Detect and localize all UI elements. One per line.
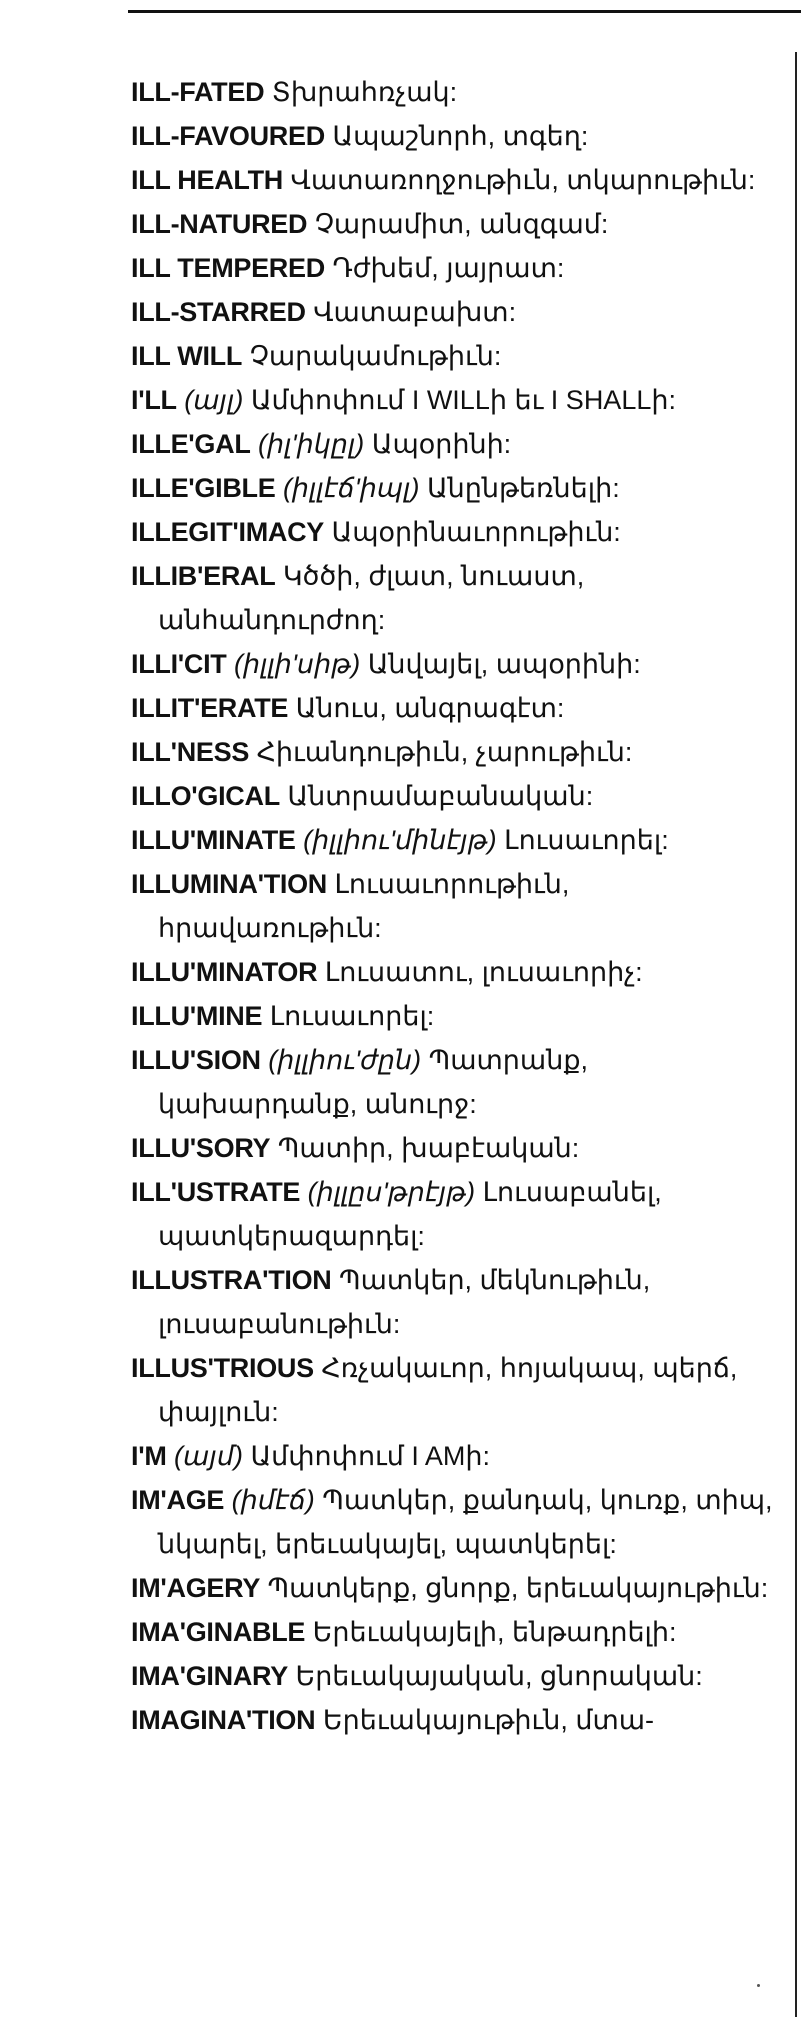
entry-definition: Լուսաւորել: [504, 825, 669, 855]
entry-definition: Ապօրինի: [371, 429, 512, 459]
dictionary-entry [131, 70, 783, 114]
entry-headword: I'M [131, 1441, 167, 1471]
entry-headword: ILLU'SION [131, 1045, 261, 1075]
dictionary-entry [131, 994, 783, 1038]
entry-headword: ILLU'MINATE [131, 825, 296, 855]
entry-definition: Անընթեռնելի: [426, 473, 620, 503]
entry-headword: ILLI'CIT [131, 649, 227, 679]
entry-headword: IM'AGERY [131, 1573, 261, 1603]
entry-headword: ILL'USTRATE [131, 1177, 301, 1207]
dictionary-entry [131, 1698, 783, 1742]
entry-definition: Լուսաւորել: [269, 1001, 435, 1031]
dictionary-entry [131, 554, 783, 642]
entry-headword: ILLIT'ERATE [131, 693, 289, 723]
entry-definition: Ապօրինաւորութիւն: [331, 517, 621, 547]
entry-headword: ILLUSTRA'TION [131, 1265, 332, 1295]
dictionary-entry [131, 1478, 783, 1566]
entry-definition: Վատառողջութիւն, տկարութիւն: [290, 165, 756, 195]
entry-definition: Լուսաբանել, պատկերազարդել: [158, 1177, 662, 1251]
speck [757, 1984, 760, 1987]
entry-definition: Երեւակայութիւն, մտա- [322, 1705, 655, 1735]
entry-headword: IMA'GINABLE [131, 1617, 306, 1647]
dictionary-entry [131, 1126, 783, 1170]
entry-pronunciation: (այմ) [174, 1441, 243, 1471]
dictionary-entry [131, 1434, 783, 1478]
entry-headword: ILLU'MINE [131, 1001, 263, 1031]
entry-definition: Պատրանք, կախարդանք, անուրջ: [158, 1045, 589, 1119]
entry-headword: ILL WILL [131, 341, 243, 371]
dictionary-entry [131, 1610, 783, 1654]
entry-definition: Անվայել, ապօրինի: [367, 649, 641, 679]
dictionary-entry [131, 510, 783, 554]
entry-pronunciation: (իլ'իկըլ) [258, 429, 365, 459]
entry-definition: Անուս, անգրագէտ: [295, 693, 565, 723]
entry-headword: ILL-FATED [131, 77, 265, 107]
entry-definition: Չարամիտ, անզգամ: [314, 209, 609, 239]
entry-definition: Տխրահռչակ: [271, 77, 458, 107]
dictionary-entry [131, 334, 783, 378]
entry-definition: Կծծի, ժլատ, նուաստ, անհանդուրժող: [158, 561, 585, 635]
entry-headword: ILLE'GAL [131, 429, 251, 459]
dictionary-entry [131, 246, 783, 290]
dictionary-column [131, 70, 783, 1742]
entry-headword: ILL-STARRED [131, 297, 306, 327]
dictionary-entry [131, 158, 783, 202]
dictionary-entry [131, 950, 783, 994]
entry-definition: Լուսաւորութիւն, հրավառութիւն: [158, 869, 570, 943]
entry-definition: Հիւանդութիւն, չարութիւն: [256, 737, 633, 767]
entry-headword: ILLEGIT'IMACY [131, 517, 325, 547]
entry-definition: Վատաբախտ: [313, 297, 517, 327]
entry-headword: ILLUMINA'TION [131, 869, 327, 899]
entry-headword: ILL-NATURED [131, 209, 308, 239]
dictionary-entry [131, 1170, 783, 1258]
dictionary-entry [131, 114, 783, 158]
entry-definition: Պատկեր, քանդակ, կուռք, տիպ, նկարել, երեւակայել, պատկերել: [158, 1485, 773, 1559]
entry-pronunciation: (իլլըս'թրէյթ) [307, 1177, 476, 1207]
entry-headword: IMAGINA'TION [131, 1705, 316, 1735]
entry-definition: Ապաշնորհ, տգեղ: [332, 121, 589, 151]
entry-pronunciation: (իլլիու'ժըն) [268, 1045, 422, 1075]
entry-pronunciation: (իլլիու'մինէյթ) [303, 825, 497, 855]
entry-definition: Ամփոփում I AMի: [250, 1441, 491, 1471]
entry-definition: Պատկեր, մեկնութիւն, լուսաբանութիւն: [158, 1265, 651, 1339]
entry-definition: Երեւակայելի, ենթադրելի: [312, 1617, 677, 1647]
entry-pronunciation: (իլլի'սիթ) [234, 649, 361, 679]
dictionary-entry [131, 466, 783, 510]
entry-pronunciation: (իլլէճ'իպլ) [282, 473, 420, 503]
entry-headword: ILLUS'TRIOUS [131, 1353, 314, 1383]
dictionary-entry [131, 862, 783, 950]
entry-headword: ILLO'GICAL [131, 781, 280, 811]
entry-definition: Հռչակաւոր, հոյակապ, պերճ, փայլուն: [158, 1353, 738, 1427]
dictionary-entry [131, 730, 783, 774]
entry-headword: ILL TEMPERED [131, 253, 325, 283]
entry-definition: Պատկերք, ցնորք, երեւակայութիւն: [267, 1573, 769, 1603]
entry-headword: I'LL [131, 385, 177, 415]
entry-headword: ILLIB'ERAL [131, 561, 276, 591]
entry-headword: IMA'GINARY [131, 1661, 288, 1691]
dictionary-entry [131, 378, 783, 422]
dictionary-entry [131, 774, 783, 818]
entry-pronunciation: (իմէճ) [231, 1485, 315, 1515]
dictionary-entry [131, 1038, 783, 1126]
dictionary-entry [131, 202, 783, 246]
entry-pronunciation: (այլ) [184, 385, 244, 415]
top-rule [128, 10, 801, 13]
entry-definition: Չարակամութիւն: [249, 341, 502, 371]
entry-definition: Լուսատու, լուսաւորիչ: [324, 957, 643, 987]
dictionary-entry [131, 686, 783, 730]
dictionary-entry [131, 290, 783, 334]
dictionary-entry [131, 422, 783, 466]
dictionary-entry [131, 1346, 783, 1434]
entry-headword: ILLU'SORY [131, 1133, 271, 1163]
dictionary-entry [131, 1258, 783, 1346]
entry-headword: ILLE'GIBLE [131, 473, 276, 503]
entry-headword: ILL HEALTH [131, 165, 283, 195]
entry-headword: ILL-FAVOURED [131, 121, 325, 151]
entry-definition: Երեւակայական, ցնորական: [295, 1661, 703, 1691]
dictionary-entry [131, 642, 783, 686]
dictionary-entry [131, 1654, 783, 1698]
entry-headword: ILLU'MINATOR [131, 957, 318, 987]
column-rule [795, 52, 797, 2017]
entry-definition: Դժխեմ, յայրատ: [332, 253, 565, 283]
entry-definition: Պատիր, խաբէական: [277, 1133, 580, 1163]
entry-definition: Անտրամաբանական: [287, 781, 594, 811]
entry-headword: ILL'NESS [131, 737, 250, 767]
dictionary-entry [131, 1566, 783, 1610]
entry-headword: IM'AGE [131, 1485, 225, 1515]
dictionary-entry [131, 818, 783, 862]
entry-definition: Ամփոփում I WILLի եւ I SHALLի: [250, 385, 676, 415]
